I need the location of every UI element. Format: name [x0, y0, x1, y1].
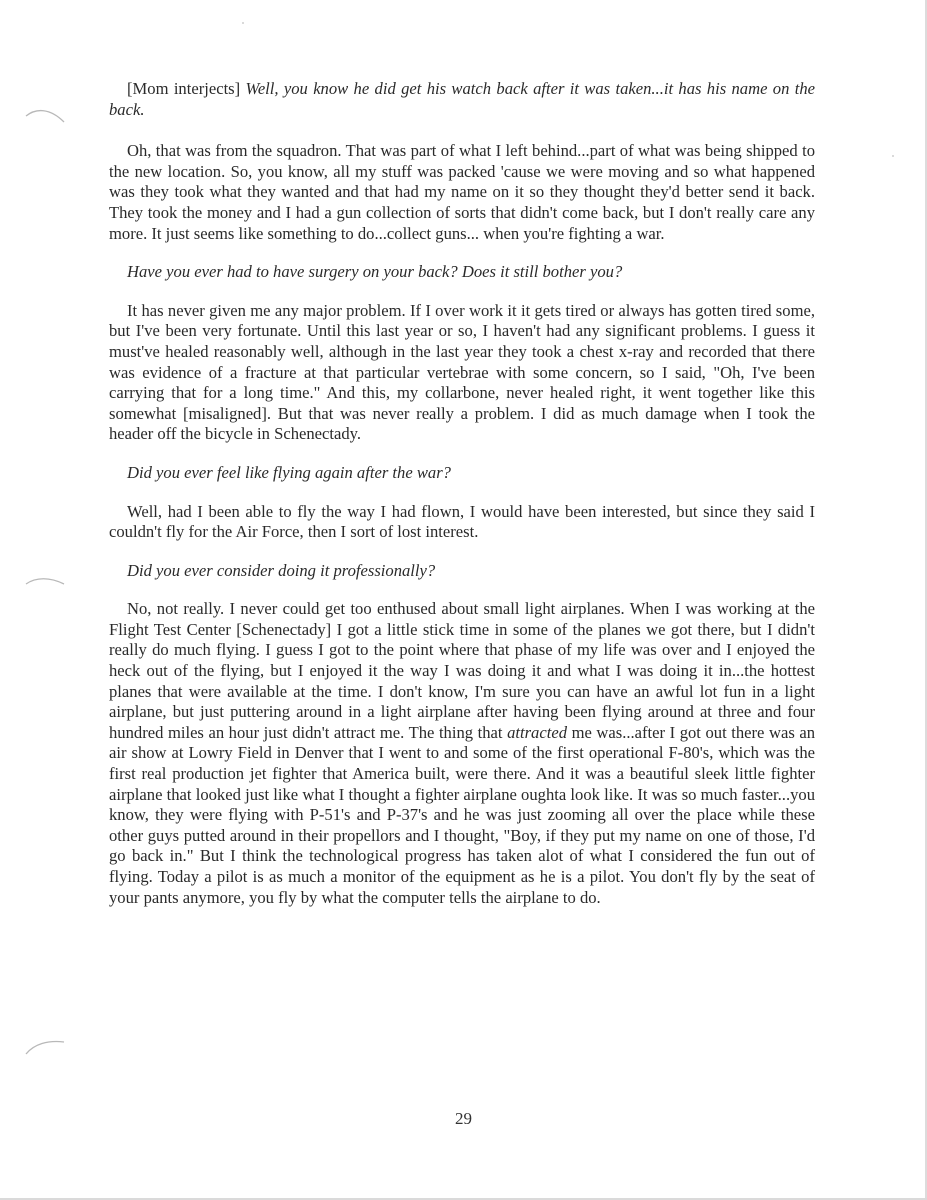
answer-paragraph: Well, had I been able to fly the way I had flown, I would have been interested, but since they said I couldn't fly for the Air Force, then I sort of lost interest.	[109, 501, 815, 542]
mom-interjection	[109, 79, 815, 120]
answer-paragraph: Oh, that was from the squadron. That was part of what I left behind...part of what was being shipped to the new location. So, you know, all my stuff was packed 'cause we were moving and so what happened was they took what they wanted and that had my name on it so they thought they'd better send it back. They took the money and I had a gun collection of sorts that didn't come back, but I don't really care any more. It just seems like something to do...collect guns... when you're fighting a war.	[109, 141, 815, 243]
answer-text: No, not really. I never could get too enthused about small light airplanes. When I was working at the Flight Test Center [Schenectady] I got a little stick time in some of the planes we got there, but I didn't really do much flying. I guess I got to the point where that phase of my life was over and I enjoyed the heck out of the flying, but I enjoyed it the way I was doing it and what I was doing it in...the hottest planes that were available at the time. I don't know, I'm sure you can have an awful lot fun in a light airplane, but just puttering around in a light airplane after having been flying around at three and four hundred miles an hour just didn't attract me. The thing that	[109, 599, 815, 742]
scan-speck	[892, 155, 894, 157]
interview-transcript	[109, 79, 815, 908]
answer-text: me was...after I got out there was an air show at Lowry Field in Denver that I went to and some of the first operational F-80's, which was the first real production jet fighter that America built, were there. And it was a beautiful sleek little fighter airplane that looked just like what I thought a fighter airplane oughta look like. It was so much faster...you know, they were flying with P-51's and P-37's and he was just zooming all over the place while these other guys putted around in their propellors and I thought, "Boy, if they put my name on one of those, I'd go back in." But I think the technological progress has taken alot of what I considered the fun out of flying. Today a pilot is as much a monitor of the equipment as he is a pilot. You don't fly by the seat of your pants anymore, you fly by what the computer tells the airplane to do.	[109, 722, 816, 907]
page-number: 29	[455, 1109, 472, 1128]
answer-paragraph	[109, 599, 815, 908]
scan-speck	[242, 22, 244, 24]
answer-paragraph: It has never given me any major problem. If I over work it it gets tired or always has gotten tired some, but I've been very fortunate. Until this last year or so, I haven't had any significant problems. I guess it must've healed reasonably well, although in the last year they took a chest x-ray and recorded that there was evidence of a fracture at that particular vertebrae with some concern, so I said, "Oh, I've been carrying that for a long time." And this, my collarbone, never healed right, it went together like this somewhat [misaligned]. But that was never really a problem. I did as much damage when I took the header off the bicycle in Schenectady.	[109, 300, 815, 444]
interview-question: Have you ever had to have surgery on your back? Does it still bother you?	[127, 262, 623, 282]
hole-punch-mark	[22, 102, 66, 132]
hole-punch-mark	[22, 570, 66, 600]
hole-punch-mark	[22, 1030, 66, 1060]
interjection-tag: [Mom interjects]	[127, 79, 246, 98]
interview-question: Did you ever consider doing it professionally?	[127, 560, 436, 580]
emphasized-word: attracted	[507, 722, 567, 742]
interview-question: Did you ever feel like flying again after the war?	[127, 462, 451, 482]
interjection-text: Well, you know he did get his watch back after it was taken...it has his name on the back.	[109, 79, 816, 119]
